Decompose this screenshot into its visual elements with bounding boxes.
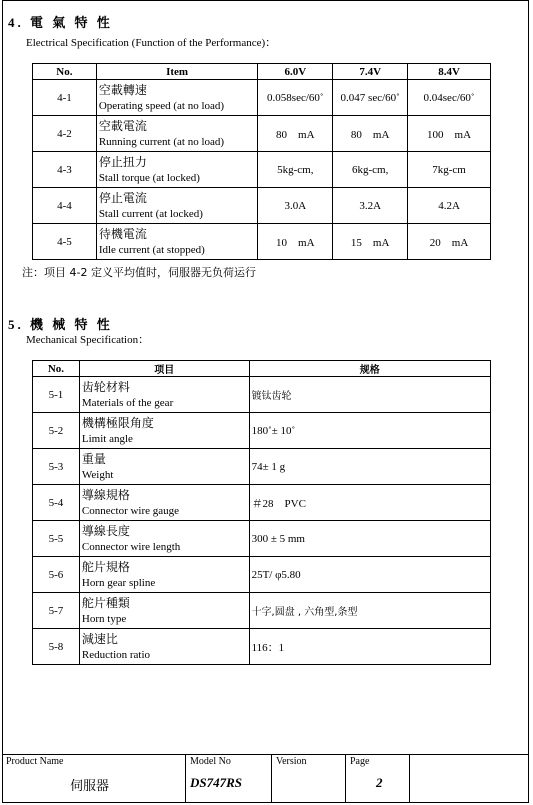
- footer-page-cell: [346, 754, 410, 803]
- header-8v4: 8.4V: [408, 64, 491, 80]
- value-7v4: 6kg-cm,: [333, 152, 408, 188]
- row-spec: 十字,圆盘 , 六角型,条型: [249, 593, 490, 629]
- version-label: Version: [276, 756, 307, 767]
- footer-version-cell: [272, 754, 346, 803]
- row-spec: 180˚± 10˚: [249, 413, 490, 449]
- item-zh: 舵片規格: [81, 559, 130, 574]
- item-en: Stall current (at locked): [98, 207, 203, 220]
- value-6v: 3.0A: [258, 188, 333, 224]
- table-row: [33, 449, 491, 485]
- item-en: Running current (at no load): [98, 135, 225, 148]
- row-spec: 74± 1 g: [249, 449, 490, 485]
- footer-blank-cell: [410, 754, 529, 803]
- value-8v4: 0.04sec/60˚: [408, 80, 491, 116]
- electrical-subtitle: Electrical Specification (Function of the Performance)：: [26, 37, 277, 49]
- value-7v4: 80 mA: [333, 116, 408, 152]
- item-zh: 齿轮材料: [81, 379, 130, 394]
- item-en: Limit angle: [81, 432, 133, 445]
- item-zh: 空載電流: [98, 118, 147, 133]
- product-value: 伺服器: [70, 779, 110, 794]
- value-6v: 0.058sec/60˚: [258, 80, 333, 116]
- value-7v4: 0.047 sec/60˚: [333, 80, 408, 116]
- row-number: 5-1: [33, 377, 80, 413]
- row-item: [79, 629, 249, 665]
- row-spec: 镀钛齿轮: [249, 377, 490, 413]
- row-item: [79, 377, 249, 413]
- header-item: Item: [96, 64, 258, 80]
- header-item: 项目: [79, 361, 249, 377]
- header-spec: 规格: [249, 361, 490, 377]
- row-item: [79, 449, 249, 485]
- model-label: Model No: [190, 756, 231, 767]
- table-row: [33, 152, 491, 188]
- electrical-note: 注：项目 4-2 定义平均值时，伺服器无负荷运行: [22, 266, 256, 279]
- row-item: [79, 557, 249, 593]
- mechanical-table: [32, 360, 491, 665]
- mechanical-header-row: [33, 361, 491, 377]
- row-item: [96, 116, 258, 152]
- value-6v: 5kg-cm,: [258, 152, 333, 188]
- value-8v4: 20 mA: [408, 224, 491, 260]
- row-number: 5-5: [33, 521, 80, 557]
- item-en: Idle current (at stopped): [98, 243, 205, 256]
- item-zh: 停止電流: [98, 190, 147, 205]
- value-7v4: 3.2A: [333, 188, 408, 224]
- electrical-title: 4. 電 氣 特 性: [8, 15, 113, 30]
- page-value: 2: [376, 775, 383, 790]
- item-zh: 減速比: [81, 631, 118, 646]
- item-zh: 空載轉速: [98, 82, 147, 97]
- table-row: [33, 557, 491, 593]
- item-en: Stall torque (at locked): [98, 171, 200, 184]
- row-item: [79, 485, 249, 521]
- value-8v4: 100 mA: [408, 116, 491, 152]
- row-number: 4-2: [33, 116, 97, 152]
- row-item: [96, 224, 258, 260]
- row-item: [79, 413, 249, 449]
- value-6v: 10 mA: [258, 224, 333, 260]
- table-row: [33, 80, 491, 116]
- row-number: 5-6: [33, 557, 80, 593]
- item-en: Horn gear spline: [81, 576, 156, 589]
- item-zh: 機構極限角度: [81, 415, 154, 430]
- row-number: 4-3: [33, 152, 97, 188]
- table-row: [33, 377, 491, 413]
- row-number: 5-8: [33, 629, 80, 665]
- item-en: Connector wire gauge: [81, 504, 180, 517]
- row-number: 4-4: [33, 188, 97, 224]
- table-row: [33, 413, 491, 449]
- footer-product-cell: [2, 754, 186, 803]
- header-6v: 6.0V: [258, 64, 333, 80]
- value-8v4: 4.2A: [408, 188, 491, 224]
- row-item: [96, 188, 258, 224]
- row-spec: 116：1: [249, 629, 490, 665]
- mechanical-subtitle: Mechanical Specification：: [26, 334, 150, 346]
- footer-model-cell: [186, 754, 272, 803]
- item-en: Connector wire length: [81, 540, 181, 553]
- row-number: 5-2: [33, 413, 80, 449]
- header-no: No.: [33, 64, 97, 80]
- electrical-table: [32, 63, 491, 260]
- item-en: Operating speed (at no load): [98, 99, 225, 112]
- row-number: 5-3: [33, 449, 80, 485]
- row-spec: 300 ± 5 mm: [249, 521, 490, 557]
- row-number: 5-4: [33, 485, 80, 521]
- header-7v4: 7.4V: [333, 64, 408, 80]
- item-zh: 待機電流: [98, 226, 147, 241]
- item-en: Horn type: [81, 612, 127, 625]
- value-6v: 80 mA: [258, 116, 333, 152]
- electrical-header-row: [33, 64, 491, 80]
- item-zh: 導線長度: [81, 523, 130, 538]
- table-row: [33, 116, 491, 152]
- row-item: [79, 593, 249, 629]
- row-number: 4-5: [33, 224, 97, 260]
- page-label: Page: [350, 756, 370, 767]
- item-zh: 停止扭力: [98, 154, 147, 169]
- item-zh: 重量: [81, 451, 106, 466]
- item-en: Materials of the gear: [81, 396, 174, 409]
- item-zh: 導線規格: [81, 487, 130, 502]
- table-row: [33, 224, 491, 260]
- row-spec: 25T/ φ5.80: [249, 557, 490, 593]
- table-row: [33, 188, 491, 224]
- row-item: [96, 80, 258, 116]
- item-en: Reduction ratio: [81, 648, 151, 661]
- table-row: [33, 521, 491, 557]
- value-7v4: 15 mA: [333, 224, 408, 260]
- row-spec: ＃28 PVC: [249, 485, 490, 521]
- table-row: [33, 593, 491, 629]
- item-zh: 舵片種類: [81, 595, 130, 610]
- header-no: No.: [33, 361, 80, 377]
- row-item: [96, 152, 258, 188]
- product-label: Product Name: [6, 756, 64, 767]
- value-8v4: 7kg-cm: [408, 152, 491, 188]
- row-number: 4-1: [33, 80, 97, 116]
- row-number: 5-7: [33, 593, 80, 629]
- table-row: [33, 485, 491, 521]
- model-value: DS747RS: [190, 775, 243, 790]
- table-row: [33, 629, 491, 665]
- mechanical-title: 5. 機 械 特 性: [8, 317, 113, 332]
- item-en: Weight: [81, 468, 114, 481]
- row-item: [79, 521, 249, 557]
